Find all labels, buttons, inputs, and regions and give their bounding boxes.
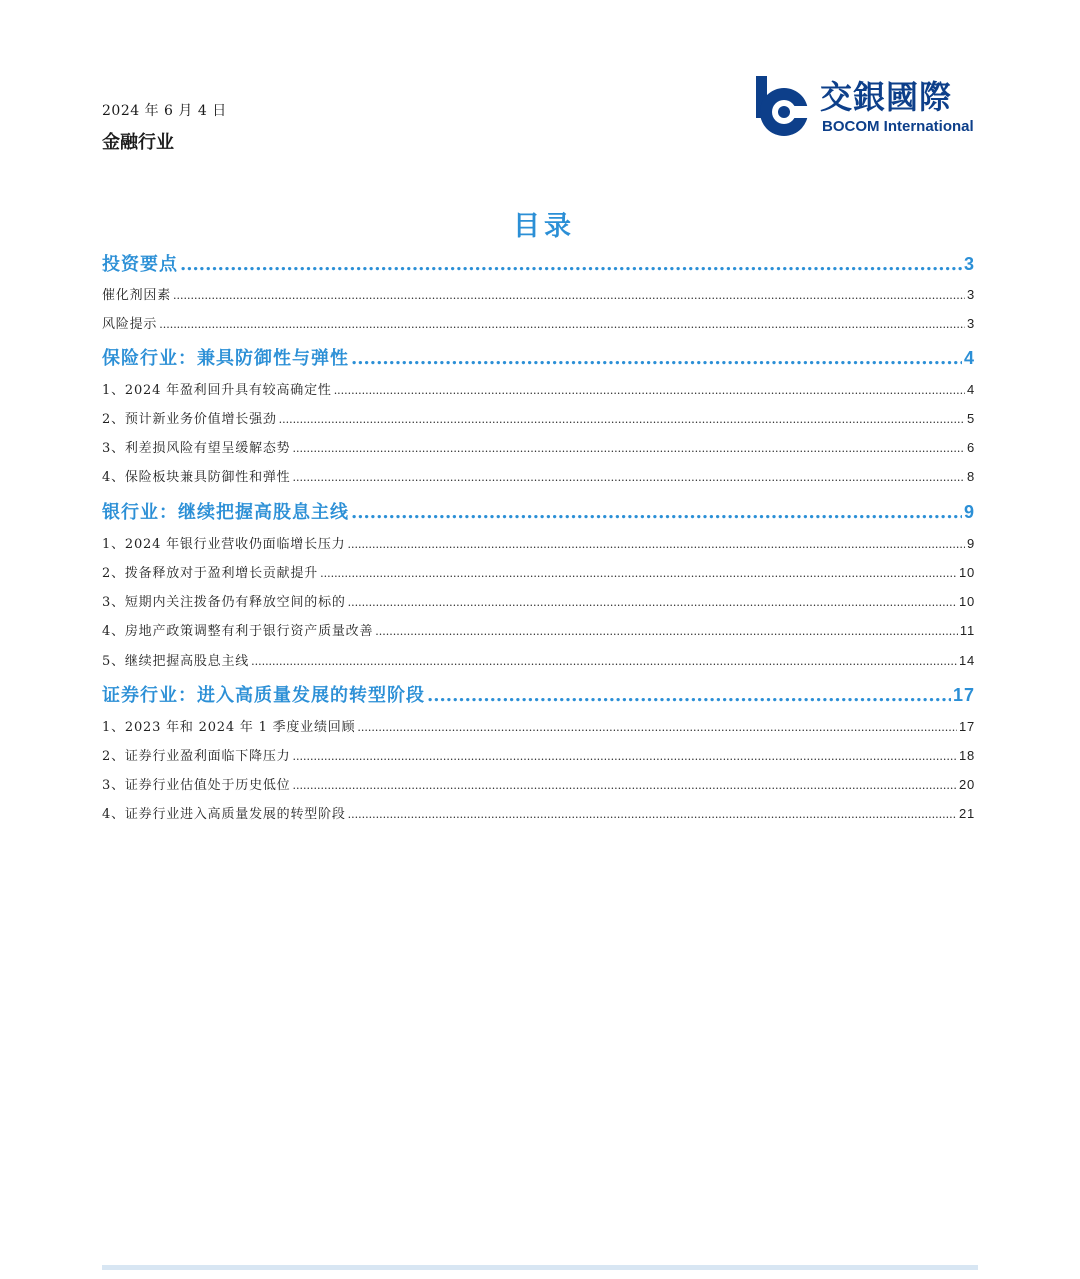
toc-entry-title: 4、保险板块兼具防御性和弹性 [102,470,291,485]
toc-subsection-entry[interactable] [102,379,975,398]
toc-entry-page: 10 [958,565,975,580]
toc-dot-leader [292,750,956,763]
toc-entry-title: 银行业：继续把握高股息主线 [102,502,349,523]
toc-dot-leader [348,596,957,609]
toc-subsection-entry[interactable] [102,562,975,581]
toc-entry-page: 5 [966,411,975,426]
toc-entry-page: 3 [963,254,975,274]
toc-dot-leader [357,721,957,734]
toc-dot-leader [292,442,964,455]
toc-dot-leader [180,254,962,275]
toc-dot-leader [279,413,965,426]
toc-entry-title: 风险提示 [102,317,158,332]
toc-subsection-entry[interactable] [102,408,975,427]
toc-subsection-entry[interactable] [102,620,975,639]
toc-section-entry[interactable] [102,681,975,707]
toc-subsection-entry[interactable] [102,591,975,610]
toc-dot-leader [159,318,965,331]
toc-dot-leader [427,685,951,706]
toc-entry-page: 21 [958,806,975,821]
logo-name-cn: 交銀國際 [820,78,953,116]
toc-entry-title: 证券行业：进入高质量发展的转型阶段 [102,685,425,706]
toc-entry-page: 14 [958,653,975,668]
toc-dot-leader [251,655,957,668]
toc-dot-leader [320,567,957,580]
toc-subsection-entry[interactable] [102,466,975,485]
toc-entry-page: 9 [966,536,975,551]
toc-section-entry[interactable] [102,498,975,524]
toc-entry-page: 17 [952,685,975,705]
toc-entry-title: 1、2024 年银行业营收仍面临增长压力 [102,537,346,552]
report-date: 2024 年 6 月 4 日 [102,103,227,119]
toc-entry-title: 催化剂因素 [102,288,172,303]
toc-subsection-entry[interactable] [102,716,975,735]
toc-entry-title: 2、预计新业务价值增长强劲 [102,412,277,427]
toc-entry-title: 1、2023 年和 2024 年 1 季度业绩回顾 [102,720,356,735]
toc-entry-page: 8 [966,469,975,484]
toc-entry-title: 4、房地产政策调整有利于银行资产质量改善 [102,624,374,639]
toc-dot-leader [351,348,962,369]
toc-entry-page: 3 [966,316,975,331]
toc-subsection-entry[interactable] [102,313,975,332]
logo-name-en: BOCOM International [822,118,974,135]
toc-entry-title: 1、2024 年盈利回升具有较高确定性 [102,383,332,398]
bocom-logo [754,76,980,140]
toc-entry-title: 投资要点 [102,254,178,275]
toc-dot-leader [292,471,964,484]
toc-entry-title: 3、短期内关注拨备仍有释放空间的标的 [102,595,346,610]
toc-dot-leader [292,779,956,792]
toc-entry-page: 3 [966,287,975,302]
toc-subsection-entry[interactable] [102,533,975,552]
toc-dot-leader [334,384,965,397]
toc-subsection-entry[interactable] [102,437,975,456]
toc-entry-title: 2、拨备释放对于盈利增长贡献提升 [102,566,319,581]
toc-dot-leader [348,808,957,821]
toc-dot-leader [173,289,965,302]
toc-subsection-entry[interactable] [102,745,975,764]
toc-entry-title: 3、证券行业估值处于历史低位 [102,778,291,793]
toc-title: 目录 [513,211,575,242]
toc-dot-leader [375,625,958,638]
toc-entry-title: 2、证券行业盈利面临下降压力 [102,749,291,764]
toc-dot-leader [348,538,965,551]
toc-entry-title: 保险行业：兼具防御性与弹性 [102,348,349,369]
footer-divider [102,1265,978,1270]
toc-entry-page: 10 [958,594,975,609]
bocom-logo-mark-icon [754,76,812,138]
toc-entry-page: 6 [966,440,975,455]
toc-entry-title: 3、利差损风险有望呈缓解态势 [102,441,291,456]
toc-entry-page: 17 [958,719,975,734]
toc-entry-page: 4 [966,382,975,397]
toc-entry-title: 5、继续把握高股息主线 [102,654,250,669]
toc-entry-page: 18 [958,748,975,763]
report-sector: 金融行业 [102,132,174,153]
toc-entry-page: 20 [958,777,975,792]
toc-section-entry[interactable] [102,250,975,276]
toc-subsection-entry[interactable] [102,803,975,822]
toc-subsection-entry[interactable] [102,284,975,303]
toc-subsection-entry[interactable] [102,774,975,793]
toc-section-entry[interactable] [102,344,975,370]
toc-subsection-entry[interactable] [102,650,975,669]
toc-entry-page: 9 [963,502,975,522]
toc-entry-page: 4 [963,348,975,368]
toc-entry-title: 4、证券行业进入高质量发展的转型阶段 [102,807,346,822]
toc-dot-leader [351,502,962,523]
toc-entry-page: 11 [959,623,975,638]
